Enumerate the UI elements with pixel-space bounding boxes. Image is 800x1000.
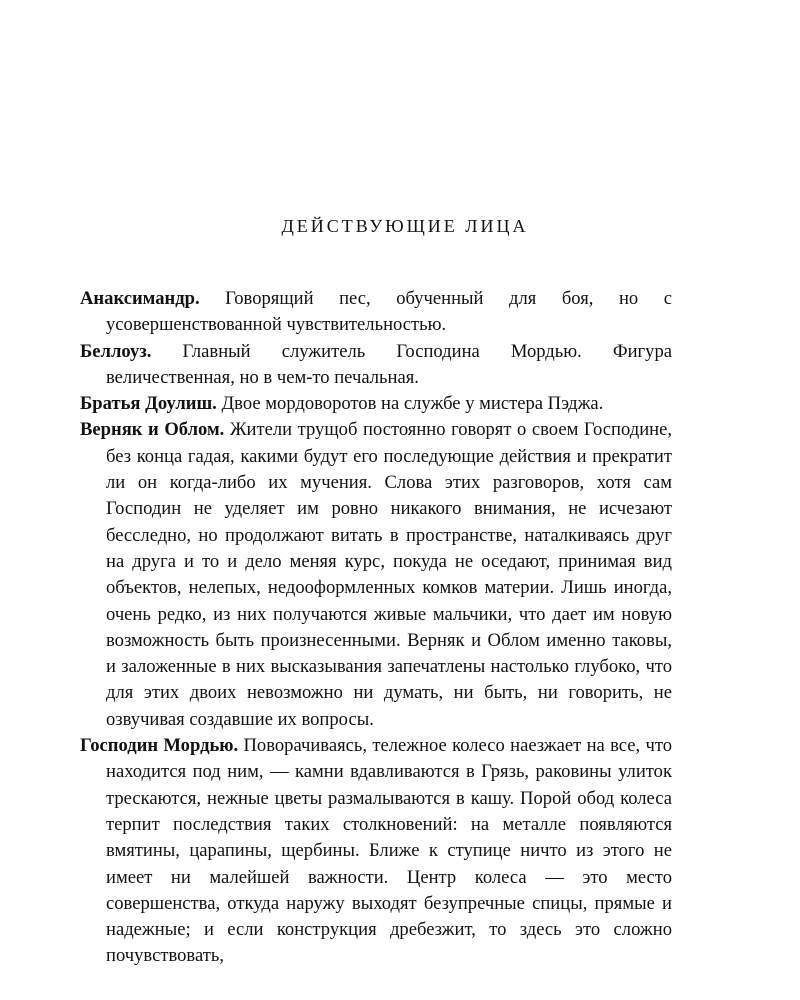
page-title: ДЕЙСТВУЮЩИЕ ЛИЦА — [281, 216, 529, 236]
character-name: Господин Мордью. — [80, 735, 239, 757]
character-name: Анаксимандр. — [80, 288, 200, 309]
character-list — [80, 286, 672, 970]
character-entry-vernyak-oblom — [80, 417, 672, 733]
character-entry-dowlish-brothers — [80, 391, 672, 417]
character-description: Двое мордоворотов на службе у мистера Пэджа. — [221, 393, 604, 415]
character-description: Жители трущоб постоянно говорят о своем Господине, без конца гадая, какими будут его последующие действия и прекратит ли он когда-либо их мучения. Слова этих разговоров, хотя сам Господин не уделяет им ровно никакого внимания, не исчезают бесследно, но продолжают витать в пространстве, наталкиваясь друг на друга и то и дело меняя курс, покуда не оседают, принимая вид объектов, нелепых, недооформленных комков материи. Лишь иногда, очень редко, из них получаются живые мальчики, что дает им новую возможность быть произнесенными. Верняк и Облом именно таковы, и заложенные в них высказывания запечатлены настолько глубоко, что для этих двоих невозможно ни думать, ни быть, ни говорить, не озвучивая создавшие их вопросы. — [106, 419, 672, 730]
character-description: Главный служитель Господина Мордью. Фигура величественная, но в чем-то печальная. — [106, 340, 672, 388]
character-description: Говорящий пес, обученный для боя, но с усовершенствованной чувствительностью. — [106, 288, 672, 336]
character-name: Беллоуз. — [80, 340, 152, 362]
character-name: Братья Доулиш. — [80, 393, 217, 415]
character-name: Верняк и Облом. — [80, 419, 225, 441]
character-entry-bellows — [80, 339, 672, 392]
character-entry-anaximander — [80, 286, 672, 339]
character-entry-master-mordew — [80, 733, 672, 970]
character-description: Поворачиваясь, тележное колесо наезжает на все, что находится под ним, — камни вдавливаются в Грязь, раковины улиток трескаются, нежные цветы размалываются в кашу. Порой обод колеса терпит последствия таких столкновений: на металле появляются вмятины, царапины, щербины. Ближе к ступице ничто из этого не имеет ни малейшей важности. Центр колеса — это место совершенства, откуда наружу выходят безупречные спицы, прямые и надежные; и если конструкция дребезжит, то здесь это сложно почувствовать, — [106, 735, 673, 967]
